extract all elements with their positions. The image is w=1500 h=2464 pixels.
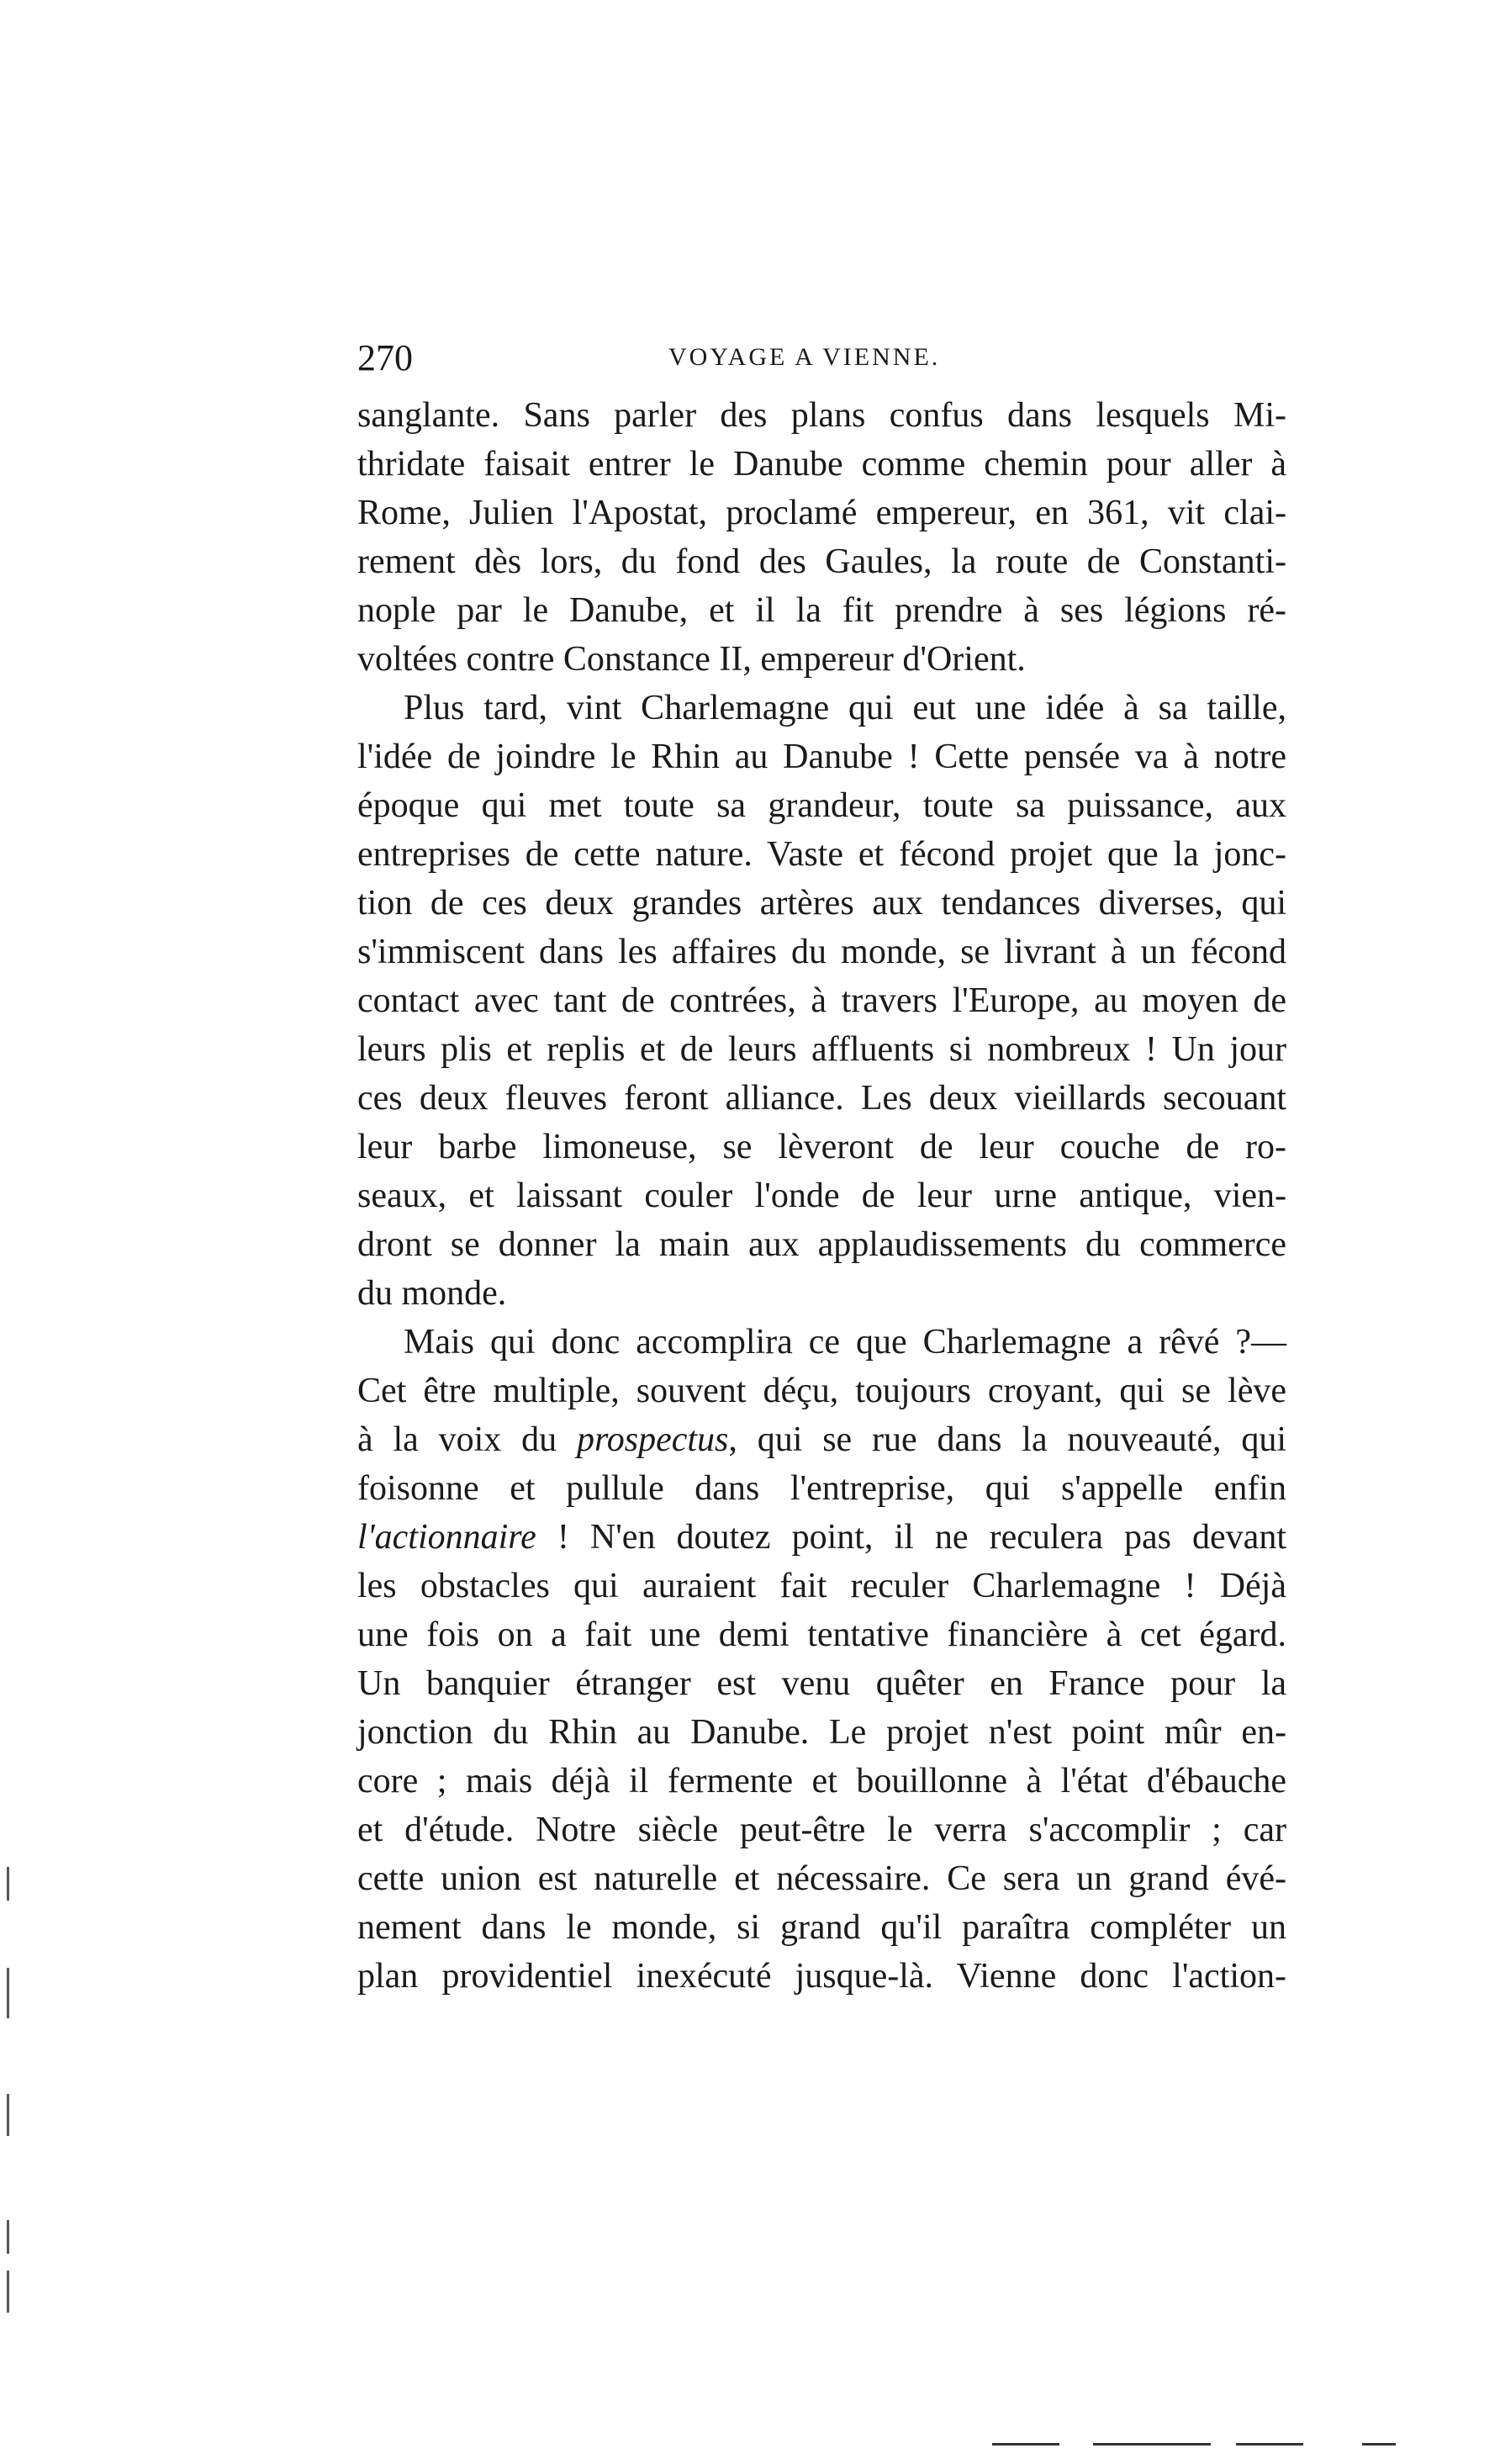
scan-rule [992,2443,1059,2445]
scan-mark [7,2094,9,2136]
text-line: dront se donner la main aux applaudissements du commerce [357,1225,1286,1264]
text-fragment: à la voix du [357,1420,577,1459]
scan-mark [7,2220,9,2254]
text-line: nement dans le monde, si grand qu'il paraîtra compléter un [357,1908,1286,1947]
scan-mark [7,1968,9,2018]
text-line: entreprises de cette nature. Vaste et fécond projet que la jonc- [357,835,1286,874]
scan-rule [1236,2443,1303,2445]
page-header [357,336,1286,387]
text-line: plan providentiel inexécuté jusque-là. Vienne donc l'action- [357,1957,1286,1996]
text-line: core ; mais déjà il fermente et bouillonne à l'état d'ébauche [357,1762,1286,1800]
text-line: thridate faisait entrer le Danube comme chemin pour aller à [357,445,1286,484]
text-line: Un banquier étranger est venu quêter en France pour la [357,1664,1286,1703]
page-number: 270 [357,337,413,378]
scan-rule [1093,2443,1211,2445]
italic-word-actionnaire: l'actionnaire [357,1518,536,1557]
scan-mark [7,2271,9,2313]
text-line: sanglante. Sans parler des plans confus dans lesquels Mi- [357,396,1286,435]
text-fragment: , qui se rue dans la nouveauté, qui [728,1420,1287,1459]
running-title: VOYAGE A VIENNE. [668,343,941,371]
text-line: Cet être multiple, souvent déçu, toujours croyant, qui se lève [357,1372,1286,1410]
scan-rule [1362,2443,1396,2445]
text-line: cette union est naturelle et nécessaire. Ce sera un grand évé- [357,1859,1286,1898]
text-line-prospectus [357,1415,1286,1464]
text-line: du monde. [357,1274,507,1313]
body-text [357,391,1286,2001]
text-line: contact avec tant de contrées, à travers l'Europe, au moyen de [357,981,1286,1020]
text-line: les obstacles qui auraient fait reculer Charlemagne ! Déjà [357,1567,1286,1605]
text-line: l'idée de joindre le Rhin au Danube ! Cette pensée va à notre [357,738,1286,776]
text-line: jonction du Rhin au Danube. Le projet n'est point mûr en- [357,1713,1286,1752]
text-line: leurs plis et replis et de leurs affluents si nombreux ! Un jour [357,1030,1286,1069]
text-line: tion de ces deux grandes artères aux tendances diverses, qui [357,884,1286,923]
text-line: rement dès lors, du fond des Gaules, la route de Constanti- [357,542,1286,581]
text-line: Rome, Julien l'Apostat, proclamé empereur, en 361, vit clai- [357,494,1286,532]
text-line: s'immiscent dans les affaires du monde, se livrant à un fécond [357,933,1286,971]
text-line-actionnaire [357,1513,1286,1562]
italic-word-prospectus: prospectus [576,1420,729,1459]
text-line: ces deux fleuves feront alliance. Les deux vieillards secouant [357,1079,1286,1118]
text-line: foisonne et pullule dans l'entreprise, qui s'appelle enfin [357,1469,1286,1508]
text-line: Mais qui donc accomplira ce que Charlemagne a rêvé ?— [404,1323,1286,1362]
text-line: Plus tard, vint Charlemagne qui eut une idée à sa taille, [404,689,1286,727]
scan-mark [7,1867,9,1901]
text-line: leur barbe limoneuse, se lèveront de leur couche de ro- [357,1128,1286,1166]
text-line: époque qui met toute sa grandeur, toute sa puissance, aux [357,786,1286,825]
text-fragment: ! N'en doutez point, il ne reculera pas devant [536,1518,1286,1557]
text-line: seaux, et laissant couler l'onde de leur urne antique, vien- [357,1176,1286,1215]
text-line: une fois on a fait une demi tentative financière à cet égard. [357,1615,1286,1654]
text-line: et d'étude. Notre siècle peut-être le verra s'accomplir ; car [357,1811,1286,1849]
text-line: voltées contre Constance II, empereur d'Orient. [357,640,1026,679]
text-line: nople par le Danube, et il la fit prendre à ses légions ré- [357,591,1286,630]
